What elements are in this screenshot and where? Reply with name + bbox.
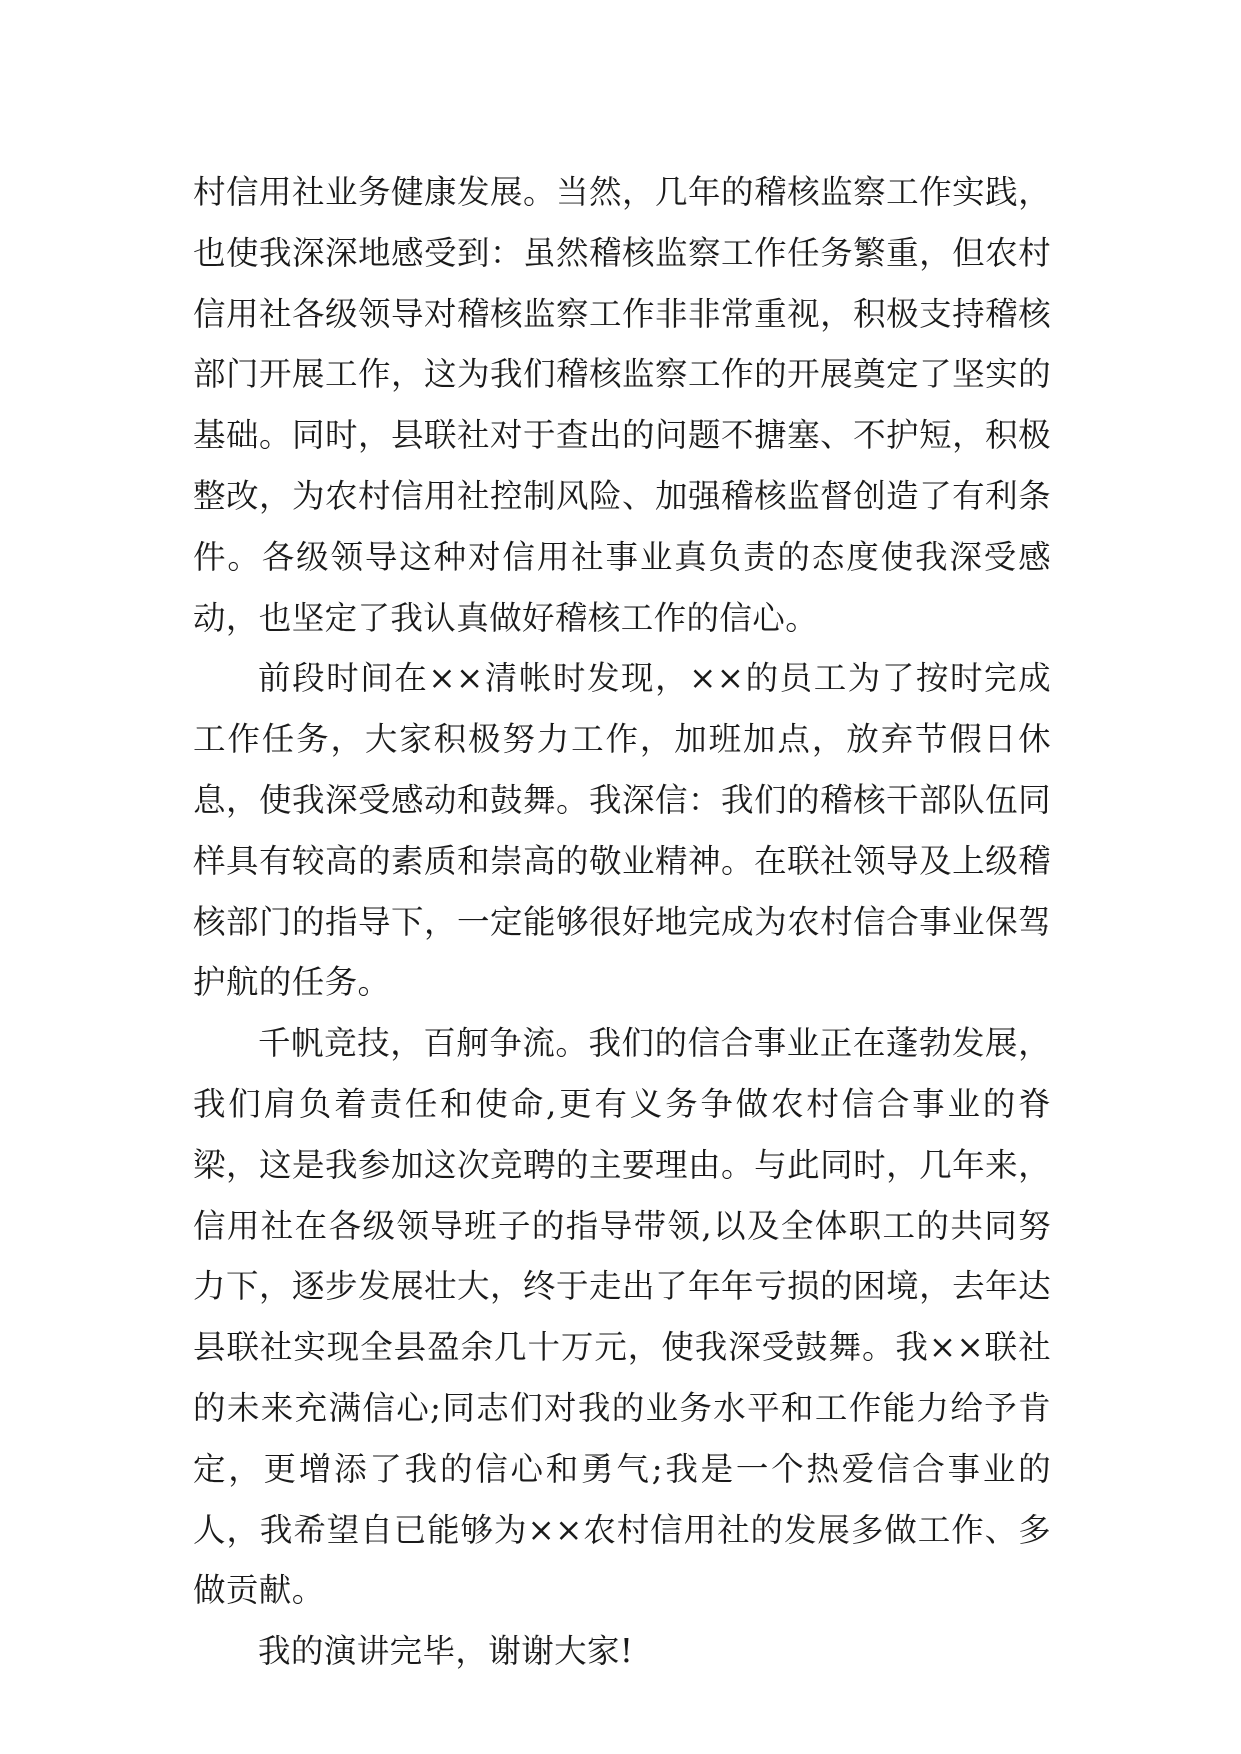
document-body: [193, 162, 1051, 1682]
paragraph-1: 村信用社业务健康发展。当然，几年的稽核监察工作实践，也使我深深地感受到：虽然稽核监察工作任务繁重，但农村信用社各级领导对稽核监察工作非非常重视，积极支持稽核部门开展工作，这为我们稽核监察工作的开展奠定了坚实的基础。同时，县联社对于查出的问题不搪塞、不护短，积极整改，为农村信用社控制风险、加强稽核监督创造了有利条件。各级领导这种对信用社事业真负责的态度使我深受感动，也坚定了我认真做好稽核工作的信心。: [193, 173, 1051, 637]
paragraph-2: 前段时间在××清帐时发现，××的员工为了按时完成工作任务，大家积极努力工作，加班加点，放弃节假日休息，使我深受感动和鼓舞。我深信：我们的稽核干部队伍同样具有较高的素质和崇高的敬业精神。在联社领导及上级稽核部门的指导下，一定能够很好地完成为农村信合事业保驾护航的任务。: [193, 659, 1051, 1002]
paragraph-3: 千帆竞技，百舸争流。我们的信合事业正在蓬勃发展，我们肩负着责任和使命,更有义务争做农村信合事业的脊梁，这是我参加这次竞聘的主要理由。与此同时，几年来，信用社在各级领导班子的指导带领,以及全体职工的共同努力下，逐步发展壮大，终于走出了年年亏损的困境，去年达县联社实现全县盈余几十万元，使我深受鼓舞。我××联社的未来充满信心;同志们对我的业务水平和工作能力给予肯定，更增添了我的信心和勇气;我是一个热爱信合事业的人，我希望自已能够为××农村信用社的发展多做工作、多做贡献。: [193, 1024, 1051, 1610]
paragraph-4: 我的演讲完毕，谢谢大家!: [258, 1632, 634, 1671]
